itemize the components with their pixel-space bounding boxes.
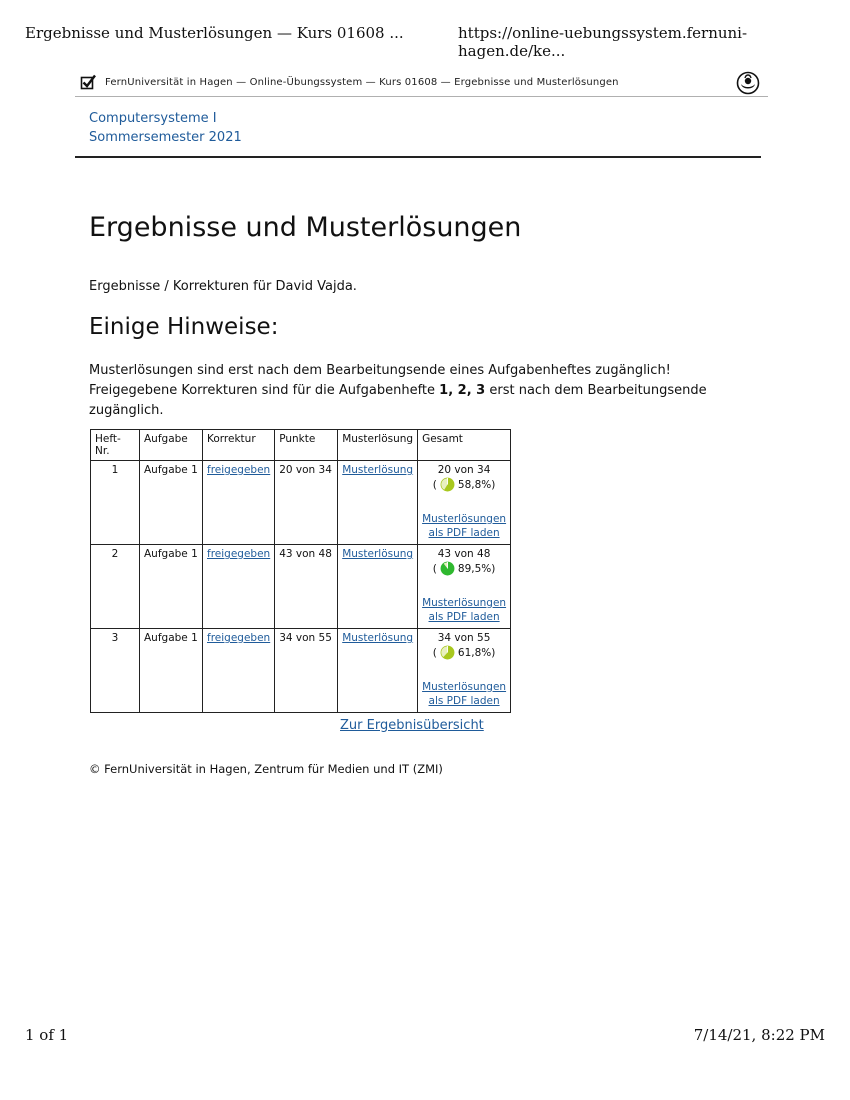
aufgabe-cell: Aufgabe 1 <box>140 629 203 713</box>
punkte-cell: 20 von 34 <box>275 461 338 545</box>
musterloesung-link[interactable]: Musterlösung <box>342 632 414 644</box>
back-to-overview-link[interactable]: Zur Ergebnisübersicht <box>340 718 484 733</box>
heft-nr-cell: 3 <box>91 629 140 713</box>
col-musterloesung: Musterlösung <box>338 430 418 461</box>
table-row <box>91 629 511 713</box>
gesamt-cell: 20 von 34 ( 58,8%) Musterlösungen als PDF laden <box>418 461 511 545</box>
aufgabe-cell: Aufgabe 1 <box>140 461 203 545</box>
site-header-bar <box>75 70 768 97</box>
course-semester: Sommersemester 2021 <box>89 130 242 145</box>
gesamt-points: 43 von 48 <box>437 548 491 560</box>
page-subtitle: Ergebnisse / Korrekturen für David Vajda. <box>89 279 357 294</box>
progress-pie-icon <box>440 477 455 492</box>
heft-nr-cell: 1 <box>91 461 140 545</box>
col-gesamt: Gesamt <box>418 430 511 461</box>
results-table <box>90 429 511 713</box>
gesamt-points: 34 von 55 <box>437 632 491 644</box>
hints-text <box>89 361 719 421</box>
table-header-row <box>91 430 511 461</box>
gesamt-percent: 61,8%) <box>457 646 496 659</box>
print-date: 7/14/21, 8:22 PM <box>693 1026 825 1044</box>
col-korrektur: Korrektur <box>203 430 275 461</box>
col-punkte: Punkte <box>275 430 338 461</box>
course-name: Computersysteme I <box>89 111 217 126</box>
gesamt-cell: 43 von 48 ( 89,5%) Musterlösungen als PDF laden <box>418 545 511 629</box>
fernuni-logo-icon[interactable] <box>736 71 760 95</box>
pdf-download-link[interactable]: Musterlösungen als PDF laden <box>422 681 507 707</box>
korrektur-link[interactable]: freigegeben <box>207 464 271 476</box>
site-title: FernUniversität in Hagen — Online-Übungssystem — Kurs 01608 — Ergebnisse und Musterlösungen <box>105 77 619 88</box>
col-aufgabe: Aufgabe <box>140 430 203 461</box>
musterloesung-link[interactable]: Musterlösung <box>342 464 414 476</box>
print-page-count: 1 of 1 <box>25 1026 69 1044</box>
print-header-title: Ergebnisse und Musterlösungen — Kurs 01608 ... <box>25 24 404 42</box>
gesamt-points: 20 von 34 <box>437 464 491 476</box>
print-header-url: https://online-uebungssystem.fernuni-hagen.de/ke... <box>458 24 748 60</box>
hint-line-2: Freigegebene Korrekturen sind für die Aufgabenhefte 1, 2, 3 erst nach dem Bearbeitungsende zugänglich. <box>89 383 707 418</box>
pdf-download-link[interactable]: Musterlösungen als PDF laden <box>422 597 507 623</box>
course-info <box>75 108 761 158</box>
pdf-download-link[interactable]: Musterlösungen als PDF laden <box>422 513 507 539</box>
gesamt-cell: 34 von 55 ( 61,8%) Musterlösungen als PDF laden <box>418 629 511 713</box>
aufgabe-cell: Aufgabe 1 <box>140 545 203 629</box>
gesamt-percent: 58,8%) <box>457 478 496 491</box>
table-row <box>91 461 511 545</box>
punkte-cell: 43 von 48 <box>275 545 338 629</box>
col-heft-nr: Heft-Nr. <box>91 430 140 461</box>
heft-nr-cell: 2 <box>91 545 140 629</box>
hint-hefte-numbers: 1, 2, 3 <box>439 383 486 398</box>
hints-heading: Einige Hinweise: <box>89 314 279 340</box>
progress-pie-icon <box>440 645 455 660</box>
table-row <box>91 545 511 629</box>
page-title: Ergebnisse und Musterlösungen <box>89 212 522 243</box>
korrektur-link[interactable]: freigegeben <box>207 548 271 560</box>
hint-line-1: Musterlösungen sind erst nach dem Bearbeitungsende eines Aufgabenheftes zugänglich! <box>89 363 671 378</box>
copyright-notice: © FernUniversität in Hagen, Zentrum für Medien und IT (ZMI) <box>89 762 443 776</box>
korrektur-link[interactable]: freigegeben <box>207 632 271 644</box>
progress-pie-icon <box>440 561 455 576</box>
gesamt-percent: 89,5%) <box>457 562 496 575</box>
punkte-cell: 34 von 55 <box>275 629 338 713</box>
checkbox-checked-icon <box>80 74 96 90</box>
musterloesung-link[interactable]: Musterlösung <box>342 548 414 560</box>
